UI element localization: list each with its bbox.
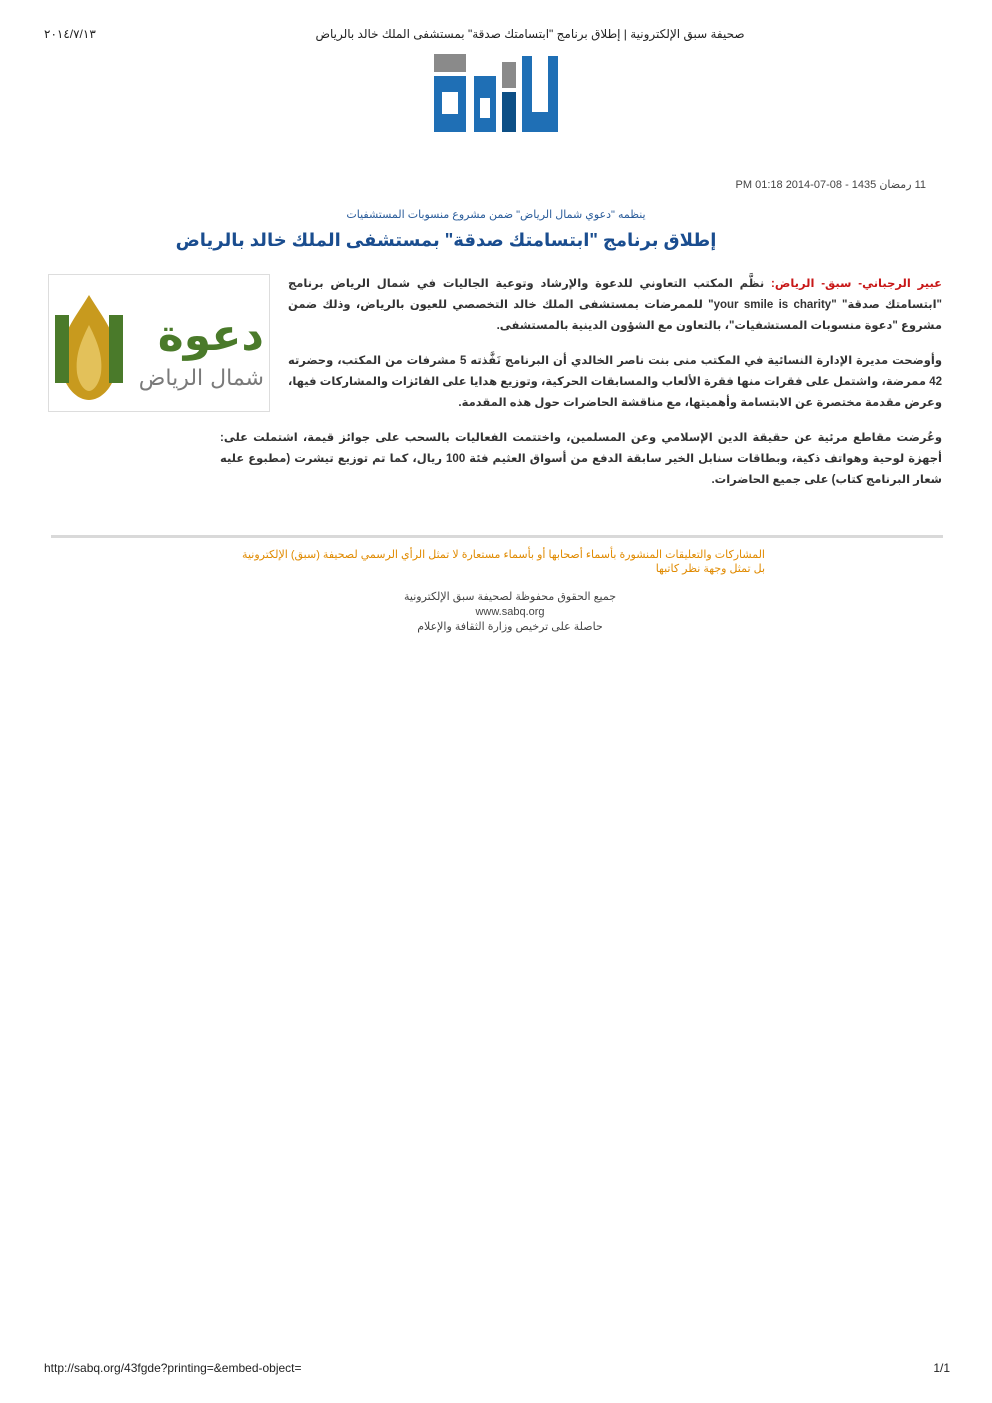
license-text: حاصلة على ترخيص وزارة الثقافة والإعلام: [417, 621, 603, 633]
page-number: 1/1: [933, 1361, 950, 1375]
paragraph-3: وعُرضت مقاطع مرئية عن حقيقة الدين الإسلامي وعن المسلمين، واختتمت الفعاليات بالسحب على جوائز قيمة، اشتملت على: أجهزة لوحية وهواتف ذكية، وبطاقات سنابل الخير سابقة الدفع من أسواق العثيم فئة 100 ريال، كما تم توزيع تيشرت (مطبوع عليه شعار البرنامج كتاب) على جميع الحاضرات.: [220, 432, 942, 486]
logo-mark-dark-inner: [442, 92, 458, 114]
paragraph-1: [288, 274, 942, 337]
article-headline: إطلاق برنامج "ابتسامتك صدقة" بمستشفى الملك خالد بالرياض: [175, 230, 717, 250]
logo-mark-blue-right: [502, 92, 516, 132]
paragraph-2: وأوضحت مديرة الإدارة النسائية في المكتب منى بنت ناصر الخالدي أن البرنامج نَفَّذته 5 مشرفات من المكتب، وحضرته 42 ممرضة، واشتمل على فقرات منها فقرة الألعاب والمسابقات الحركية، وتوزيع هدايا على الفائزات والمشاركات فيها، وعرض مقدمة مختصرة عن الابتسامة وأهميتها، مع مناقشة الحاضرات حول هذه المقدمة.: [288, 355, 942, 409]
publish-datetime: 11 رمضان 1435 - 08-07-2014 01:18 PM: [735, 179, 926, 191]
article-kicker: ينظمه "دعوي شمال الرياض" ضمن مشروع منسوبات المستشفيات: [346, 209, 646, 221]
sabq-logo: [432, 52, 562, 136]
comments-disclaimer: المشاركات والتعليقات المنشورة بأسماء أصحابها أو بأسماء مستعارة لا تمثل الرأي الرسمي لصحيفة (سبق) الإلكترونية بل تمثل وجهة نظر كاتبها: [242, 549, 765, 575]
logo-mark-gray-right: [502, 62, 516, 88]
site-footer: [340, 590, 680, 635]
print-page-title: صحيفة سبق الإلكترونية | إطلاق برنامج "ابتسامتك صدقة" بمستشفى الملك خالد بالرياض: [315, 27, 745, 41]
print-url: http://sabq.org/43fgde?printing=&embed-object=: [44, 1361, 302, 1375]
copyright-text: جميع الحقوق محفوظة لصحيفة سبق الإلكترونية: [403, 591, 616, 603]
article-body: [220, 274, 942, 505]
logo-mark-gray-top: [434, 54, 466, 72]
footer-divider: [51, 535, 943, 538]
logo-mark-white-cut: [480, 98, 490, 118]
emblem-green-base-right: [109, 315, 123, 383]
logo-mark-white-gap: [532, 56, 548, 112]
paragraph-1-text: نظَّم المكتب التعاوني للدعوة والإرشاد وتوعية الجاليات في شمال الرياض برنامج "ابتسامتك صدقة" "your smile is charity" للممرضات بمستشفى الملك خالد التخصصي للعيون بالرياض، وذلك ضمن مشروع "دعوة منسوبات المستشفيات"، بالتعاون مع الشؤون الدينية بالمستشفى.: [288, 278, 942, 332]
emblem-green-base: [55, 315, 69, 383]
dawah-logo-subtitle: شمال الرياض: [138, 366, 264, 391]
website-link[interactable]: www.sabq.org: [475, 606, 545, 618]
byline: عبير الرجباني- سبق- الرياض:: [771, 278, 943, 290]
print-date: ٢٠١٤/٧/١٣: [44, 27, 96, 41]
dawah-logo-word: دعوة: [157, 310, 264, 361]
